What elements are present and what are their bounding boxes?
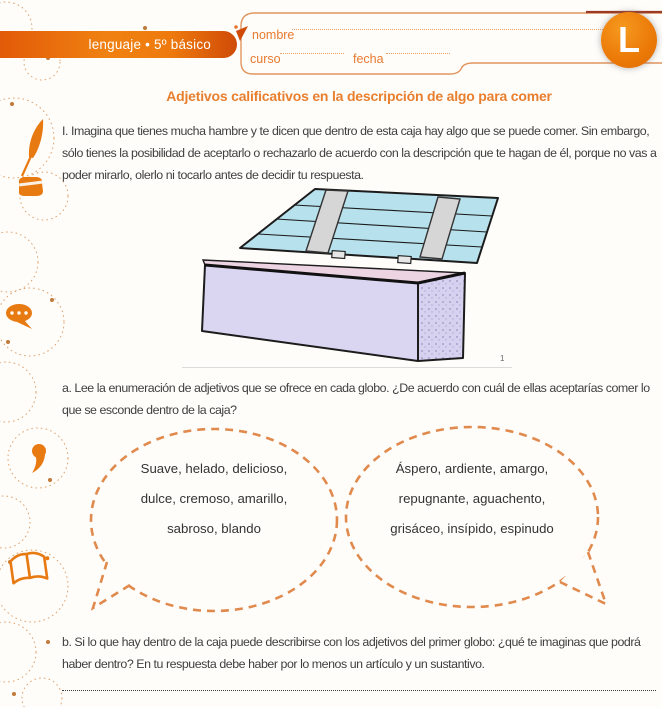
- subject-bar: [0, 31, 237, 58]
- bubble-left-line-1: Suave, helado, delicioso,: [140, 461, 288, 476]
- bubble-left-line-3: sabroso, blando: [167, 521, 261, 536]
- hinge-left: [332, 251, 345, 259]
- instruction-text: I. Imagina que tienes mucha hambre y te dicen que dentro de esta caja hay algo que se puede comer. Sin embargo, sólo tienes la posibilidad de aceptarlo o rechazarlo de acuerdo con la descripción que te hagan de él, porque no vas a poder mirarlo, olerlo ni tocarlo antes de decidir tu respuesta.: [62, 124, 657, 182]
- box-side-face: [418, 273, 465, 361]
- answer-line[interactable]: [62, 677, 656, 691]
- inkwell-icon: [19, 177, 43, 196]
- bubble-right-line-3: grisáceo, insípido, espinudo: [390, 521, 554, 536]
- dotted-spiral-decoration: [0, 2, 68, 707]
- logo-badge: [601, 12, 657, 68]
- speech-bubble-icon: [6, 304, 32, 329]
- box-illustration: [182, 188, 512, 369]
- quill-icon: [22, 119, 43, 176]
- bubble-left-line-2: dulce, cremoso, amarillo,: [140, 491, 288, 506]
- page-title: Adjetivos calificativos en la descripción de algo para comer: [166, 88, 552, 104]
- curso-field-line[interactable]: [280, 53, 344, 54]
- question-a-text: a. Lee la enumeración de adjetivos que se ofrece en cada globo. ¿De acuerdo con cuál de ellas aceptarías comer lo que se esconde dentro de la caja?: [62, 381, 650, 417]
- curso-label: curso: [250, 52, 281, 66]
- book-icon: [10, 551, 52, 584]
- figure-footnote: 1: [500, 354, 505, 363]
- hinge-right: [398, 256, 411, 264]
- box-body: [202, 260, 465, 361]
- speech-bubbles: [60, 425, 662, 630]
- subject-bar-label: lenguaje • 5º básico: [88, 37, 211, 52]
- box-lid: [240, 189, 498, 263]
- question-b-text: b. Si lo que hay dentro de la caja puede describirse con los adjetivos del primer globo: ¿qué te imaginas que podrá haber dentro? En tu respuesta debe haber por lo menos un artículo y un sustantivo.: [62, 635, 641, 671]
- comma-icon: [32, 444, 46, 473]
- speech-bubble-left: [91, 429, 337, 611]
- nombre-field-line[interactable]: [292, 29, 653, 30]
- nombre-label: nombre: [252, 28, 295, 42]
- fecha-label: fecha: [353, 52, 384, 66]
- fecha-field-line[interactable]: [386, 53, 450, 54]
- logo-letter: L: [618, 19, 640, 60]
- bubble-right-line-2: repugnante, aguachento,: [398, 491, 546, 506]
- speech-bubble-right: [346, 427, 606, 607]
- bubble-right-line-1: Áspero, ardiente, amargo,: [395, 461, 549, 476]
- bar-tip: [236, 26, 248, 41]
